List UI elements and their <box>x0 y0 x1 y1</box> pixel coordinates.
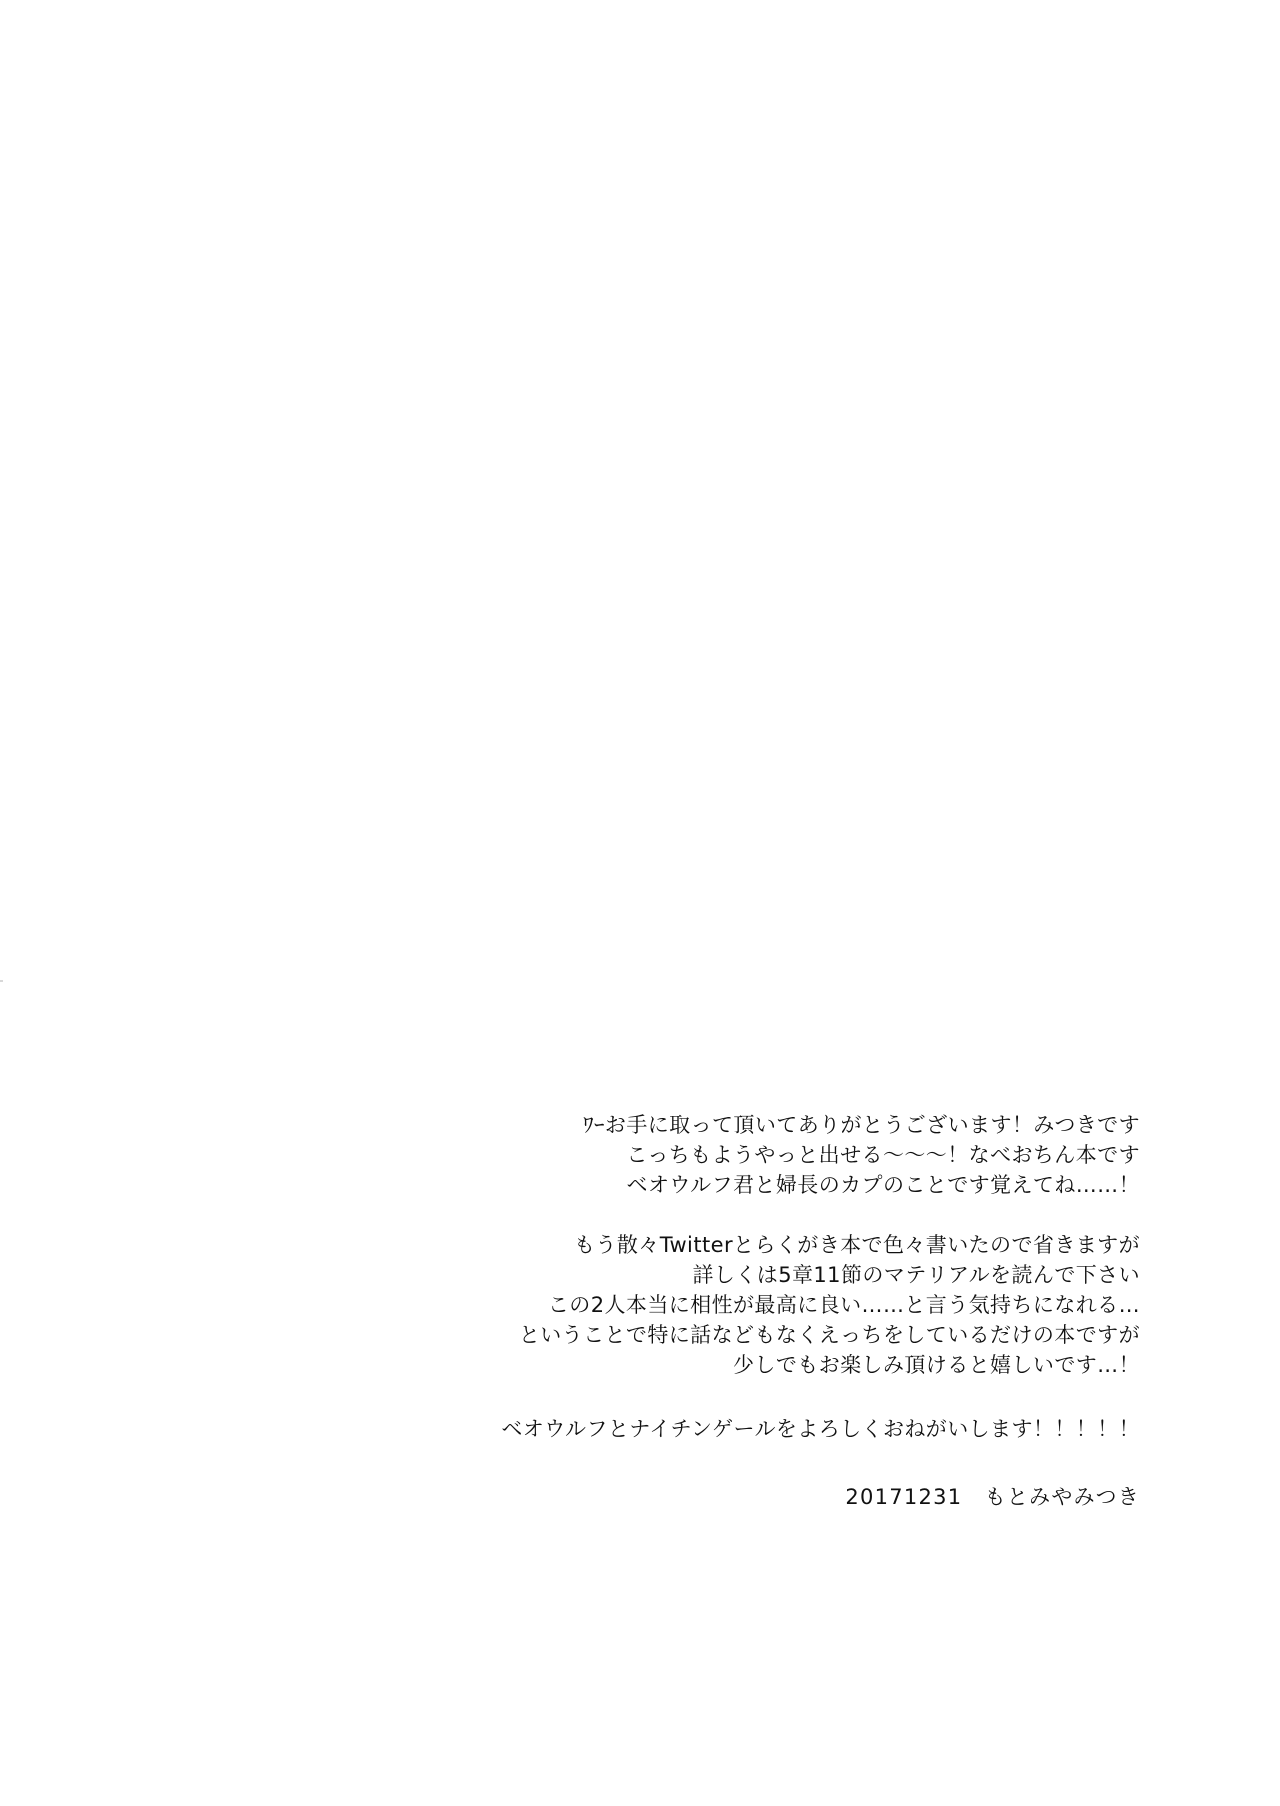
afterword-line: ﾜｰお手に取って頂いてありがとうございます！みつきです <box>583 1113 1140 1137</box>
afterword-signature-block <box>0 1482 1140 1512</box>
afterword-line: こっちもようやっと出せる〜〜〜！なべおちん本です <box>626 1143 1140 1167</box>
afterword-line: ということで特に話などもなくえっちをしているだけの本ですが <box>518 1323 1140 1347</box>
afterword-line: 詳しくは5章11節のマテリアルを読んで下さい <box>692 1263 1140 1287</box>
afterword-signature: 20171231 もとみやみつき <box>845 1485 1140 1509</box>
afterword-line: もう散々Twitterとらくがき本で色々書いたので省きますが <box>574 1233 1140 1257</box>
afterword-line: 少しでもお楽しみ頂けると嬉しいです…！ <box>733 1353 1140 1377</box>
afterword-line: ベオウルフとナイチンゲールをよろしくおねがいします！！！！！ <box>501 1417 1140 1441</box>
afterword-paragraph-body <box>0 1230 1140 1380</box>
afterword-text-block <box>0 1110 1140 1512</box>
afterword-line: この2人本当に相性が最高に良い……と言う気持ちになれる… <box>547 1293 1140 1317</box>
afterword-paragraph-closing <box>0 1414 1140 1444</box>
page-edge-mark <box>0 980 3 982</box>
afterword-paragraph-intro <box>0 1110 1140 1200</box>
afterword-line: ベオウルフ君と婦長のカプのことです覚えてね……！ <box>626 1173 1140 1197</box>
